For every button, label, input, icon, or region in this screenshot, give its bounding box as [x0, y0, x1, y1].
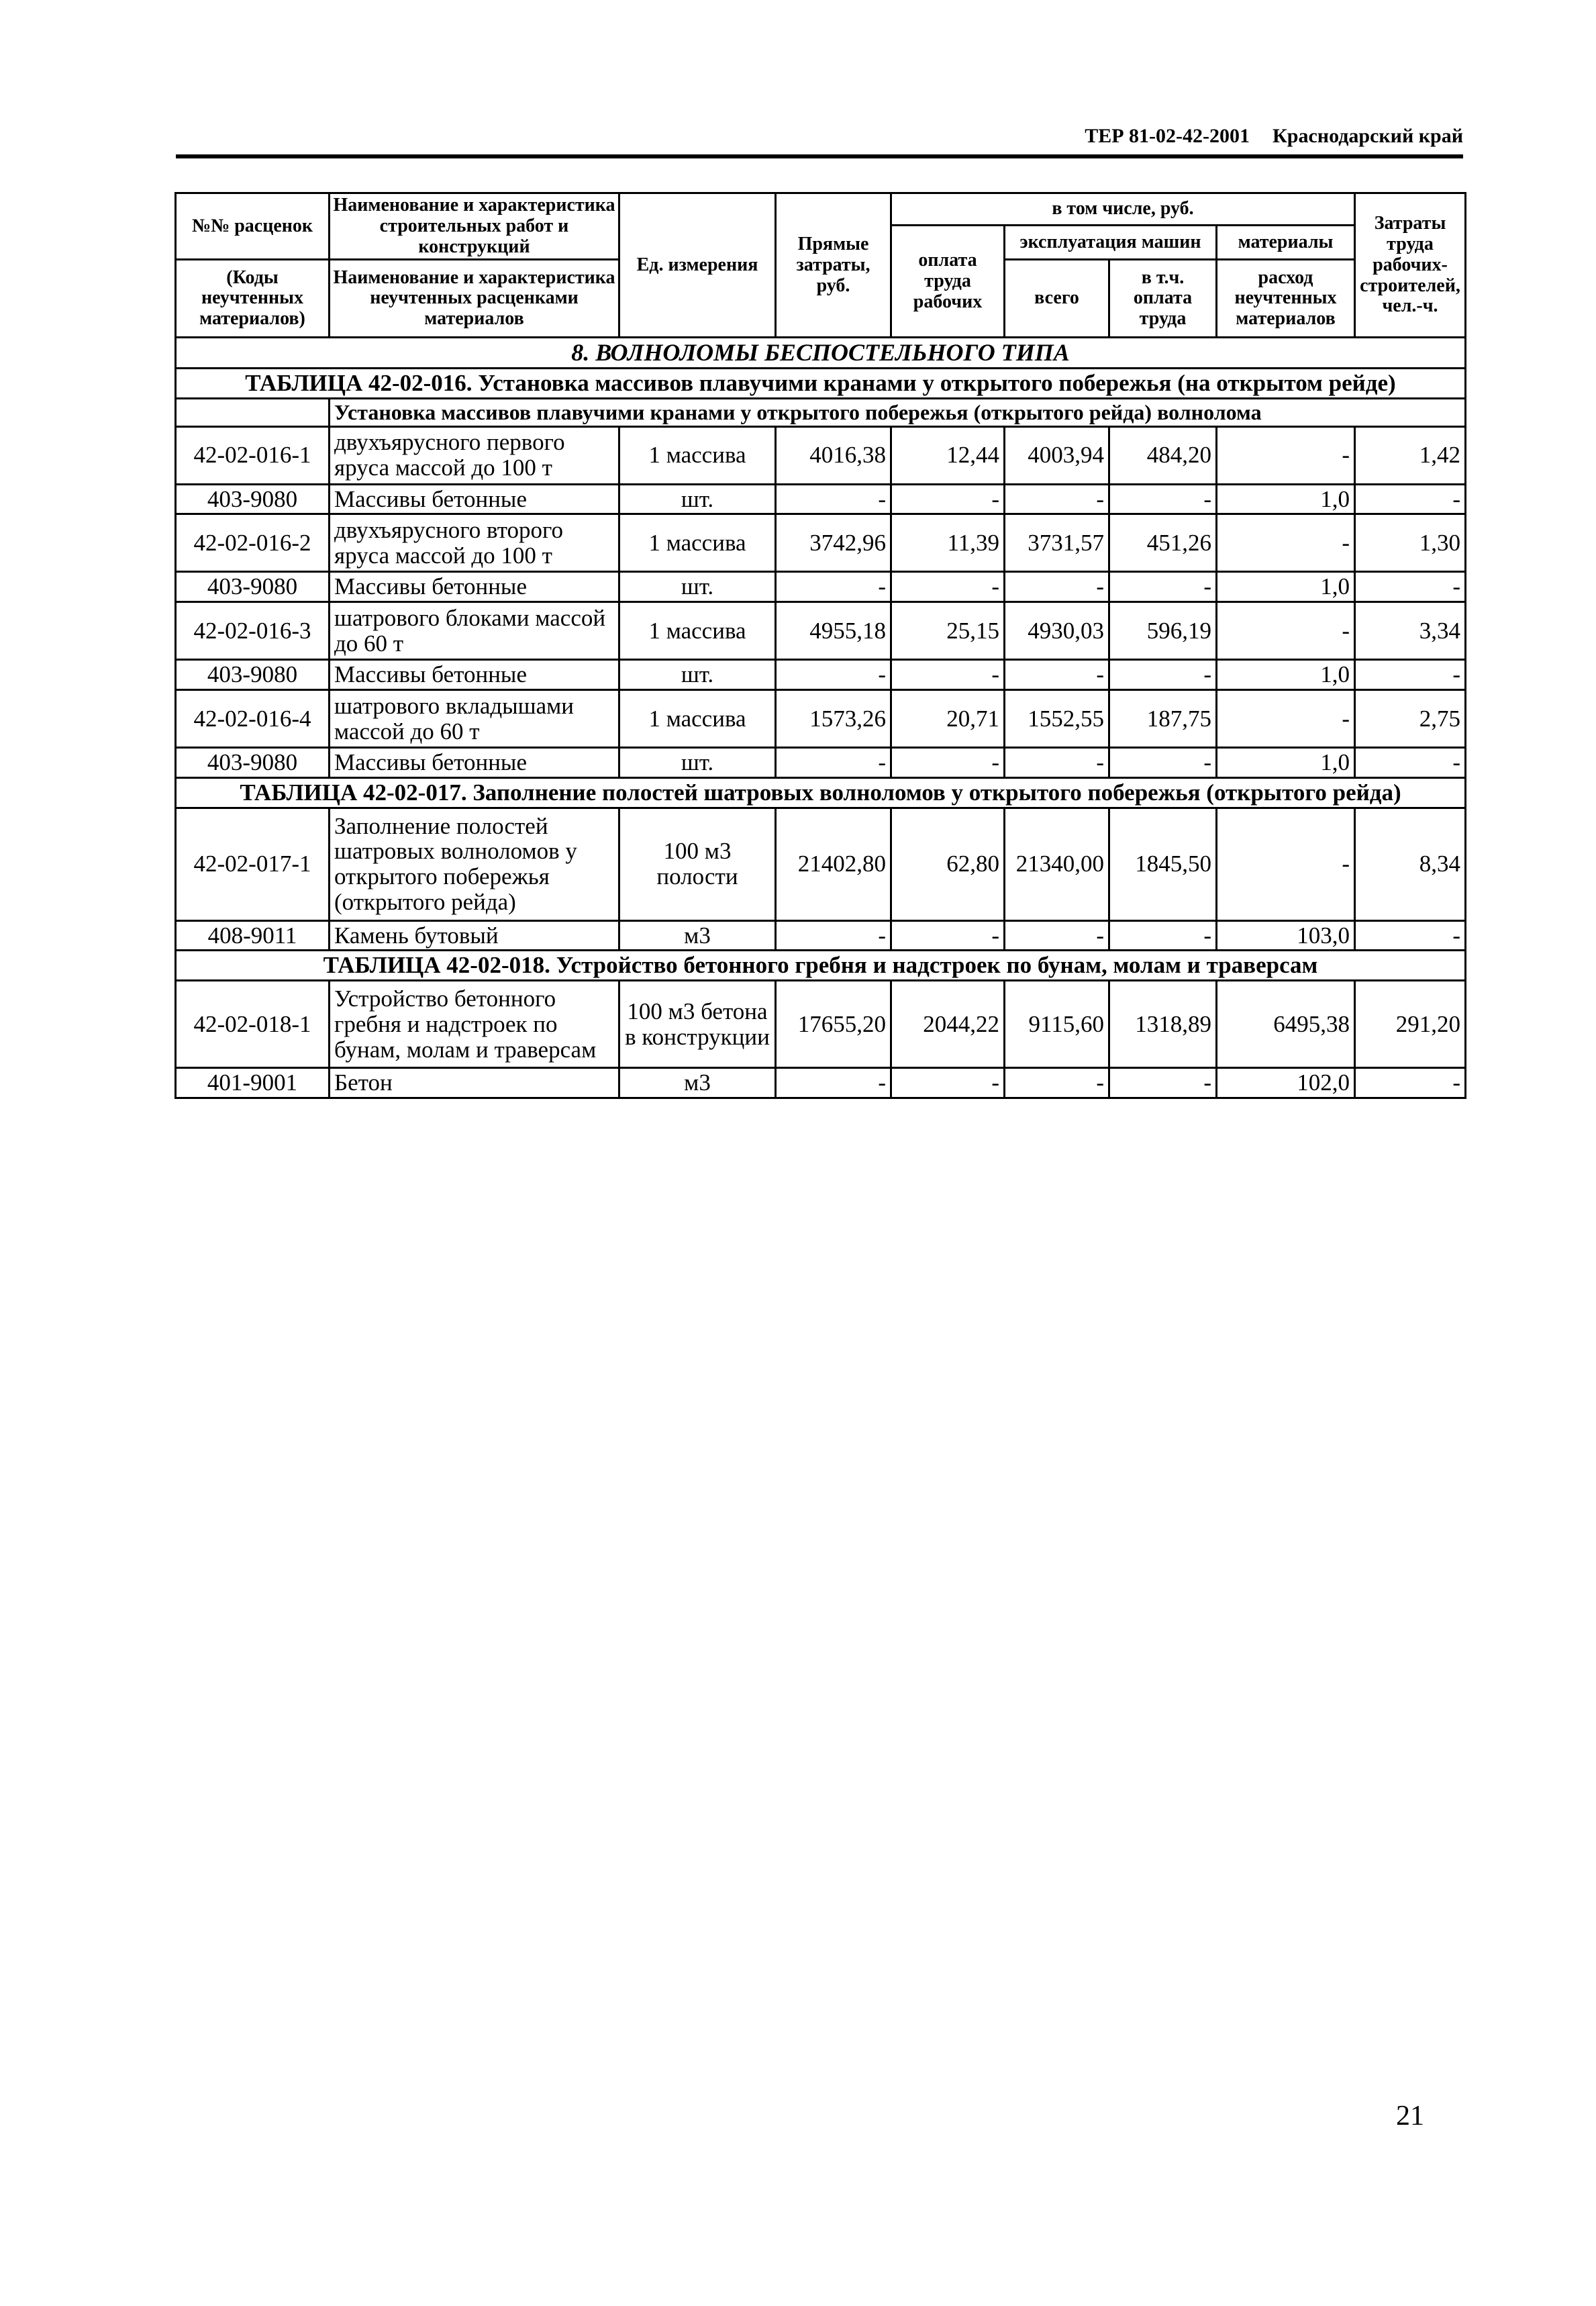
labor-cost: -: [1355, 920, 1466, 951]
unit: шт.: [619, 660, 776, 690]
machines-labor: 451,26: [1109, 514, 1217, 572]
unit: 100 м3 бетона в конструкции: [619, 981, 776, 1068]
materials: 1,0: [1217, 484, 1355, 514]
direct-costs: -: [776, 660, 891, 690]
materials: 1,0: [1217, 572, 1355, 602]
document-code: ТЕР 81-02-42-2001: [1085, 125, 1250, 147]
labor-cost: -: [1355, 572, 1466, 602]
work-name: Заполнение полостей шатровых волноломов у открытого побережья (открытого рейда): [330, 808, 619, 920]
direct-costs: -: [776, 1068, 891, 1098]
machines-total: -: [1005, 572, 1109, 602]
material-name: Массивы бетонные: [330, 572, 619, 602]
material-code: 403-9080: [176, 484, 330, 514]
document-header: [176, 125, 1463, 158]
labor-cost: 1,42: [1355, 426, 1466, 484]
materials: -: [1217, 426, 1355, 484]
unit: 1 массива: [619, 602, 776, 660]
materials: -: [1217, 808, 1355, 920]
labor-cost: 3,34: [1355, 602, 1466, 660]
material-code: 408-9011: [176, 920, 330, 951]
labor-cost: 291,20: [1355, 981, 1466, 1068]
materials: 1,0: [1217, 748, 1355, 778]
header-labor-pay: оплата труда рабочих: [891, 226, 1005, 338]
direct-costs: -: [776, 484, 891, 514]
labor-cost: 2,75: [1355, 690, 1466, 748]
table-row: [176, 748, 1466, 778]
header-materials: материалы: [1217, 226, 1355, 260]
unit: 100 м3 полости: [619, 808, 776, 920]
labor-cost: -: [1355, 660, 1466, 690]
machines-labor: -: [1109, 920, 1217, 951]
labor-cost: -: [1355, 484, 1466, 514]
machines-labor: -: [1109, 572, 1217, 602]
header-unit: Ед. измерения: [619, 193, 776, 338]
labor-cost: 8,34: [1355, 808, 1466, 920]
rate-code: 42-02-016-3: [176, 602, 330, 660]
materials: -: [1217, 690, 1355, 748]
labor-pay: 20,71: [891, 690, 1005, 748]
labor-pay: -: [891, 920, 1005, 951]
unit: 1 массива: [619, 426, 776, 484]
table-row: [176, 426, 1466, 484]
direct-costs: -: [776, 572, 891, 602]
section-title: 8. ВОЛНОЛОМЫ БЕСПОСТЕЛЬНОГО ТИПА: [176, 338, 1466, 369]
materials: 102,0: [1217, 1068, 1355, 1098]
unit: шт.: [619, 484, 776, 514]
header-name-top: Наименование и характеристика строительных работ и конструкций: [330, 193, 619, 260]
machines-labor: 1318,89: [1109, 981, 1217, 1068]
labor-pay: -: [891, 660, 1005, 690]
header-direct-costs: Прямые затраты, руб.: [776, 193, 891, 338]
work-name: двухъярусного первого яруса массой до 100 т: [330, 426, 619, 484]
header-machines-labor: в т.ч. оплата труда: [1109, 260, 1217, 338]
machines-total: -: [1005, 660, 1109, 690]
unit: шт.: [619, 748, 776, 778]
table-row: [176, 808, 1466, 920]
header-machines: эксплуатация машин: [1005, 226, 1217, 260]
rate-code: 42-02-016-1: [176, 426, 330, 484]
material-name: Массивы бетонные: [330, 660, 619, 690]
machines-labor: 187,75: [1109, 690, 1217, 748]
subtitle-spacer: [176, 399, 330, 427]
labor-pay: 2044,22: [891, 981, 1005, 1068]
machines-labor: 596,19: [1109, 602, 1217, 660]
header-code-top: №№ расценок: [176, 193, 330, 260]
material-code: 401-9001: [176, 1068, 330, 1098]
machines-total: -: [1005, 920, 1109, 951]
direct-costs: -: [776, 748, 891, 778]
machines-labor: 1845,50: [1109, 808, 1217, 920]
rate-code: 42-02-016-4: [176, 690, 330, 748]
material-name: Камень бутовый: [330, 920, 619, 951]
labor-pay: 12,44: [891, 426, 1005, 484]
labor-cost: 1,30: [1355, 514, 1466, 572]
direct-costs: 4955,18: [776, 602, 891, 660]
labor-pay: -: [891, 484, 1005, 514]
direct-costs: 1573,26: [776, 690, 891, 748]
unit: 1 массива: [619, 514, 776, 572]
material-name: Массивы бетонные: [330, 484, 619, 514]
page-number: 21: [1396, 2101, 1424, 2131]
work-name: шатрового вкладышами массой до 60 т: [330, 690, 619, 748]
machines-total: 3731,57: [1005, 514, 1109, 572]
labor-cost: -: [1355, 748, 1466, 778]
labor-pay: -: [891, 1068, 1005, 1098]
header-including: в том числе, руб.: [891, 193, 1355, 226]
machines-total: 4003,94: [1005, 426, 1109, 484]
material-name: Массивы бетонные: [330, 748, 619, 778]
direct-costs: -: [776, 920, 891, 951]
table-row: [176, 1068, 1466, 1098]
direct-costs: 17655,20: [776, 981, 891, 1068]
header-name-bottom: Наименование и характеристика неучтенных расценками материалов: [330, 260, 619, 338]
table-row: [176, 981, 1466, 1068]
materials: -: [1217, 602, 1355, 660]
direct-costs: 21402,80: [776, 808, 891, 920]
material-name: Бетон: [330, 1068, 619, 1098]
table-row: [176, 514, 1466, 572]
materials: -: [1217, 514, 1355, 572]
header-labor-cost: Затраты труда рабочих-строителей, чел.-ч.: [1355, 193, 1466, 338]
header-materials-usage: расход неучтенных материалов: [1217, 260, 1355, 338]
table-title: ТАБЛИЦА 42-02-018. Устройство бетонного гребня и надстроек по бунам, молам и траверсам: [176, 951, 1466, 981]
table-title: ТАБЛИЦА 42-02-016. Установка массивов плавучими кранами у открытого побережья (на открытом рейде): [176, 369, 1466, 399]
rate-code: 42-02-018-1: [176, 981, 330, 1068]
machines-total: 4930,03: [1005, 602, 1109, 660]
rates-table: [174, 192, 1466, 1099]
machines-labor: 484,20: [1109, 426, 1217, 484]
material-code: 403-9080: [176, 660, 330, 690]
machines-total: 21340,00: [1005, 808, 1109, 920]
labor-pay: 11,39: [891, 514, 1005, 572]
labor-pay: 25,15: [891, 602, 1005, 660]
machines-total: 9115,60: [1005, 981, 1109, 1068]
machines-total: -: [1005, 484, 1109, 514]
labor-pay: 62,80: [891, 808, 1005, 920]
work-name: шатрового блоками массой до 60 т: [330, 602, 619, 660]
work-name: двухъярусного второго яруса массой до 100 т: [330, 514, 619, 572]
table-row: [176, 572, 1466, 602]
machines-labor: -: [1109, 748, 1217, 778]
work-name: Устройство бетонного гребня и надстроек по бунам, молам и траверсам: [330, 981, 619, 1068]
table-title: ТАБЛИЦА 42-02-017. Заполнение полостей шатровых волноломов у открытого побережья (открытого рейда): [176, 777, 1466, 808]
material-code: 403-9080: [176, 748, 330, 778]
machines-total: -: [1005, 748, 1109, 778]
material-code: 403-9080: [176, 572, 330, 602]
document-region: Краснодарский край: [1273, 125, 1463, 147]
table-row: [176, 484, 1466, 514]
table-subtitle: Установка массивов плавучими кранами у открытого побережья (открытого рейда) волнолома: [330, 399, 1466, 427]
labor-pay: -: [891, 572, 1005, 602]
machines-total: -: [1005, 1068, 1109, 1098]
header-code-bottom: (Коды неучтенных материалов): [176, 260, 330, 338]
materials: 103,0: [1217, 920, 1355, 951]
unit: м3: [619, 920, 776, 951]
machines-labor: -: [1109, 484, 1217, 514]
header-machines-total: всего: [1005, 260, 1109, 338]
unit: м3: [619, 1068, 776, 1098]
direct-costs: 4016,38: [776, 426, 891, 484]
unit: шт.: [619, 572, 776, 602]
unit: 1 массива: [619, 690, 776, 748]
labor-pay: -: [891, 748, 1005, 778]
table-row: [176, 602, 1466, 660]
direct-costs: 3742,96: [776, 514, 891, 572]
table-row: [176, 660, 1466, 690]
table-row: [176, 690, 1466, 748]
materials: 6495,38: [1217, 981, 1355, 1068]
machines-labor: -: [1109, 660, 1217, 690]
rate-code: 42-02-017-1: [176, 808, 330, 920]
rate-code: 42-02-016-2: [176, 514, 330, 572]
machines-total: 1552,55: [1005, 690, 1109, 748]
materials: 1,0: [1217, 660, 1355, 690]
labor-cost: -: [1355, 1068, 1466, 1098]
table-row: [176, 920, 1466, 951]
machines-labor: -: [1109, 1068, 1217, 1098]
